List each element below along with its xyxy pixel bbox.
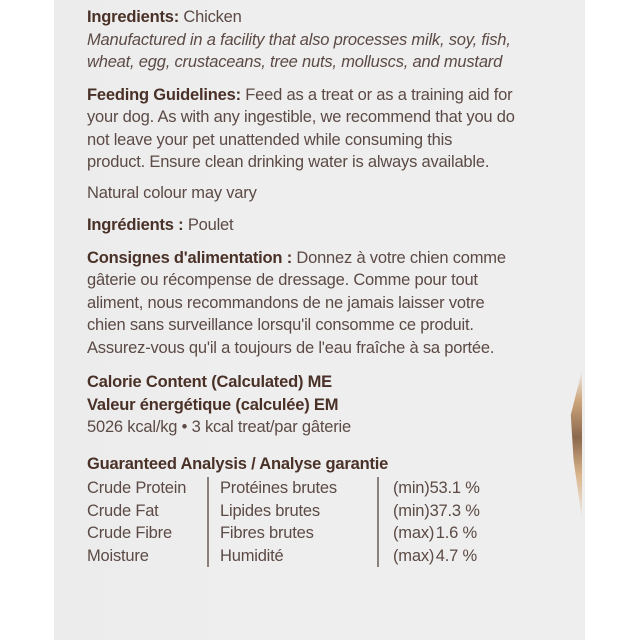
analysis-qualifier: (min) — [393, 501, 430, 520]
feeding-fr-line-1: Donnez à votre chien comme — [296, 248, 506, 267]
analysis-heading: Guaranteed Analysis / Analyse garantie — [87, 454, 389, 473]
feeding-en-line-2: your dog. As with any ingestible, we recommend that you do — [87, 108, 515, 126]
allergen-line-1: Manufactured in a facility that also processes milk, soy, fish, — [87, 30, 511, 49]
analysis-value — [377, 522, 477, 545]
calorie-heading-en: Calorie Content (Calculated) ME — [87, 373, 332, 391]
analysis-value — [377, 477, 480, 500]
analysis-en: Crude Fat — [87, 501, 159, 520]
ingredients-fr-label: Ingrédients : — [87, 216, 184, 234]
analysis-en: Crude Protein — [87, 479, 187, 497]
analysis-table — [87, 477, 557, 567]
analysis-en: Moisture — [87, 546, 149, 565]
feeding-en-line-4: product. Ensure clean drinking water is always available. — [87, 153, 490, 171]
feeding-fr-line-4: chien sans surveillance lorsqu'il consomme ce produit. — [87, 316, 474, 334]
ingredients-en-value: Chicken — [183, 8, 242, 26]
analysis-fr: Lipides brutes — [207, 500, 377, 523]
colour-note: Natural colour may vary — [87, 183, 257, 202]
feeding-fr-label: Consignes d'alimentation : — [87, 248, 292, 267]
feeding-fr-line-3: aliment, nous recommandons de ne jamais laisser votre — [87, 293, 485, 312]
analysis-percent: 4.7 % — [435, 546, 477, 565]
analysis-fr: Fibres brutes — [207, 522, 377, 545]
ingredients-fr-value: Poulet — [187, 216, 234, 234]
feeding-en-line-3: not leave your pet unattended while consuming this — [87, 130, 453, 149]
calorie-heading-fr: Valeur énergétique (calculée) EM — [87, 395, 339, 414]
analysis-fr: Protéines brutes — [207, 477, 377, 500]
feeding-en — [87, 84, 557, 107]
feeding-fr — [87, 247, 557, 270]
feeding-en-label: Feeding Guidelines: — [87, 85, 241, 104]
ingredients-en-label: Ingredients: — [87, 8, 180, 26]
analysis-qualifier: (min) — [393, 479, 430, 497]
analysis-en: Crude Fibre — [87, 524, 172, 542]
allergen-line-2: wheat, egg, crustaceans, tree nuts, molluscs, and mustard — [87, 53, 503, 71]
ingredients-en — [87, 6, 557, 29]
feeding-fr-line-5: Assurez-vous qu'il a toujours de l'eau fraîche à sa portée. — [87, 338, 495, 357]
feeding-en-line-1: Feed as a treat or as a training aid for — [245, 85, 513, 104]
analysis-value — [377, 545, 477, 568]
analysis-qualifier: (max) — [393, 524, 435, 542]
analysis-percent: 37.3 % — [429, 501, 480, 520]
ingredients-fr — [87, 214, 557, 237]
feeding-fr-line-2: gâterie ou récompense de dressage. Comme pour tout — [87, 271, 478, 289]
analysis-value — [377, 500, 480, 523]
calorie-value: 5026 kcal/kg • 3 kcal treat/par gâterie — [87, 418, 351, 436]
analysis-qualifier: (max) — [393, 546, 435, 565]
product-label-text — [87, 6, 557, 567]
analysis-fr: Humidité — [207, 545, 377, 568]
analysis-percent: 1.6 % — [435, 524, 477, 542]
analysis-percent: 53.1 % — [429, 479, 480, 497]
